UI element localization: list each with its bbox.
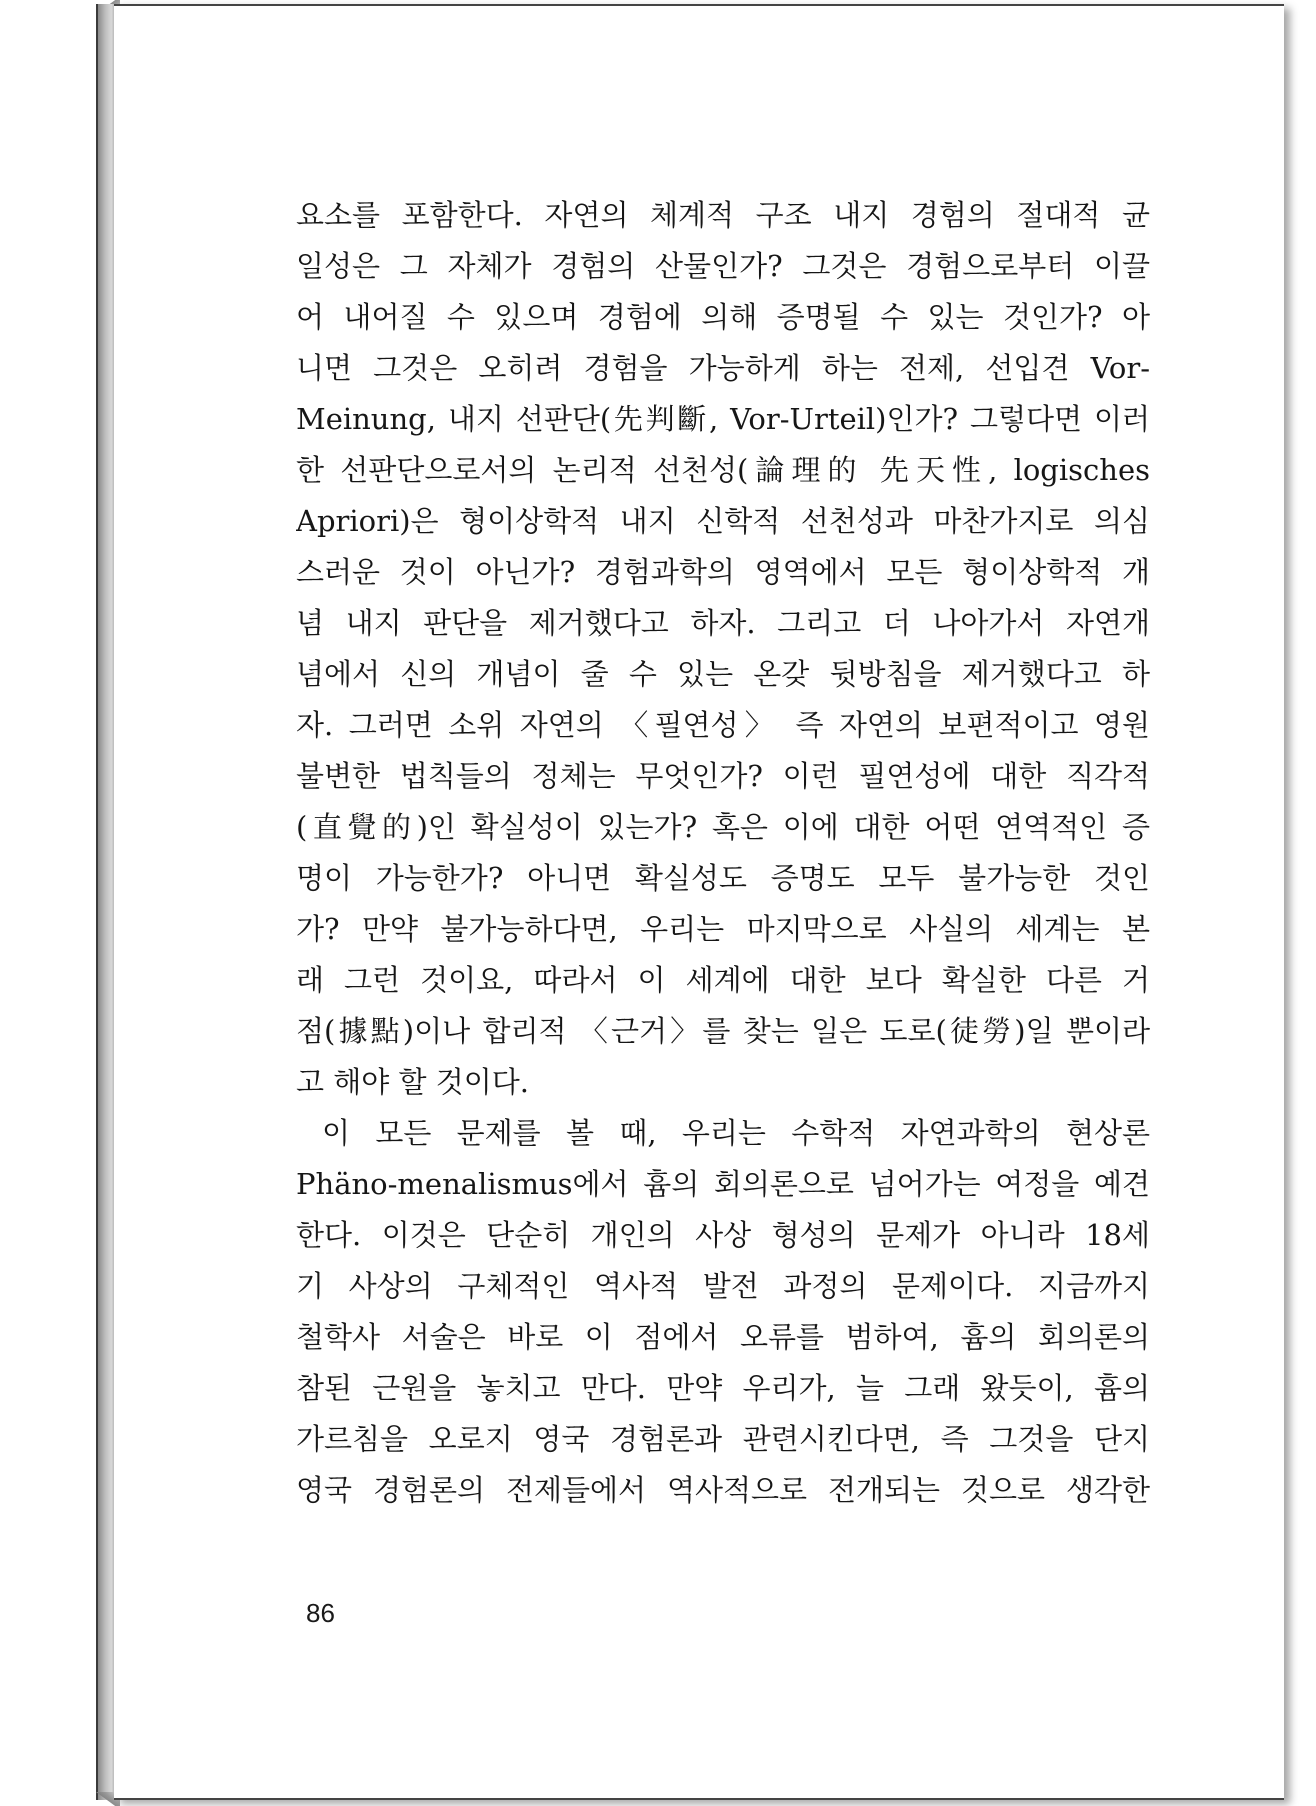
text-line: 점(據點)이나 합리적 〈근거〉를 찾는 일은 도로(徒勞)일 뿐이라 [296, 1014, 1150, 1048]
text-line: 명이 가능한가? 아니면 확실성도 증명도 모두 불가능한 것인 [296, 861, 1150, 895]
text-line: 영국 경험론의 전제들에서 역사적으로 전개되는 것으로 생각한 [296, 1473, 1150, 1507]
text-line: 념 내지 판단을 제거했다고 하자. 그리고 더 나아가서 자연개 [296, 606, 1150, 640]
text-line: Meinung, 내지 선판단(先判斷, Vor-Urteil)인가? 그렇다면 이러 [296, 402, 1150, 436]
text-line: 일성은 그 자체가 경험의 산물인가? 그것은 경험으로부터 이끌 [296, 249, 1150, 283]
text-line: 스러운 것이 아닌가? 경험과학의 영역에서 모든 형이상학적 개 [296, 555, 1150, 589]
text-line: 래 그런 것이요, 따라서 이 세계에 대한 보다 확실한 다른 거 [296, 963, 1150, 997]
text-line: 자. 그러면 소위 자연의 〈필연성〉 즉 자연의 보편적이고 영원 [296, 708, 1150, 742]
text-line: 한 선판단으로서의 논리적 선천성(論理的 先天性, logisches [296, 453, 1150, 487]
page-number: 86 [306, 1598, 335, 1628]
text-line: 어 내어질 수 있으며 경험에 의해 증명될 수 있는 것인가? 아 [296, 300, 1150, 334]
text-line: 요소를 포함한다. 자연의 체계적 구조 내지 경험의 절대적 균 [296, 198, 1150, 232]
text-line: (直覺的)인 확실성이 있는가? 혹은 이에 대한 어떤 연역적인 증 [296, 810, 1150, 844]
text-line: Phäno-menalismus에서 흄의 회의론으로 넘어가는 여정을 예견 [296, 1167, 1150, 1201]
text-line: 니면 그것은 오히려 경험을 가능하게 하는 전제, 선입견 Vor- [296, 351, 1150, 385]
paragraph-start-line: 이 모든 문제를 볼 때, 우리는 수학적 자연과학의 현상론 [322, 1116, 1150, 1150]
text-line: 철학사 서술은 바로 이 점에서 오류를 범하여, 흄의 회의론의 [296, 1320, 1150, 1354]
text-line: 가? 만약 불가능하다면, 우리는 마지막으로 사실의 세계는 본 [296, 912, 1150, 946]
book-spine-edge [96, 4, 116, 1800]
body-text [296, 190, 1150, 1516]
paragraph-end-line: 고 해야 할 것이다. [296, 1065, 529, 1099]
text-line: 한다. 이것은 단순히 개인의 사상 형성의 문제가 아니라 18세 [296, 1218, 1150, 1252]
text-line: 불변한 법칙들의 정체는 무엇인가? 이런 필연성에 대한 직각적 [296, 759, 1150, 793]
text-line: Apriori)은 형이상학적 내지 신학적 선천성과 마찬가지로 의심 [296, 504, 1150, 538]
text-line: 념에서 신의 개념이 줄 수 있는 온갖 뒷방침을 제거했다고 하 [296, 657, 1150, 691]
text-line: 참된 근원을 놓치고 만다. 만약 우리가, 늘 그래 왔듯이, 흄의 [296, 1371, 1150, 1405]
text-line: 기 사상의 구체적인 역사적 발전 과정의 문제이다. 지금까지 [296, 1269, 1150, 1303]
text-line: 가르침을 오로지 영국 경험론과 관련시킨다면, 즉 그것을 단지 [296, 1422, 1150, 1456]
